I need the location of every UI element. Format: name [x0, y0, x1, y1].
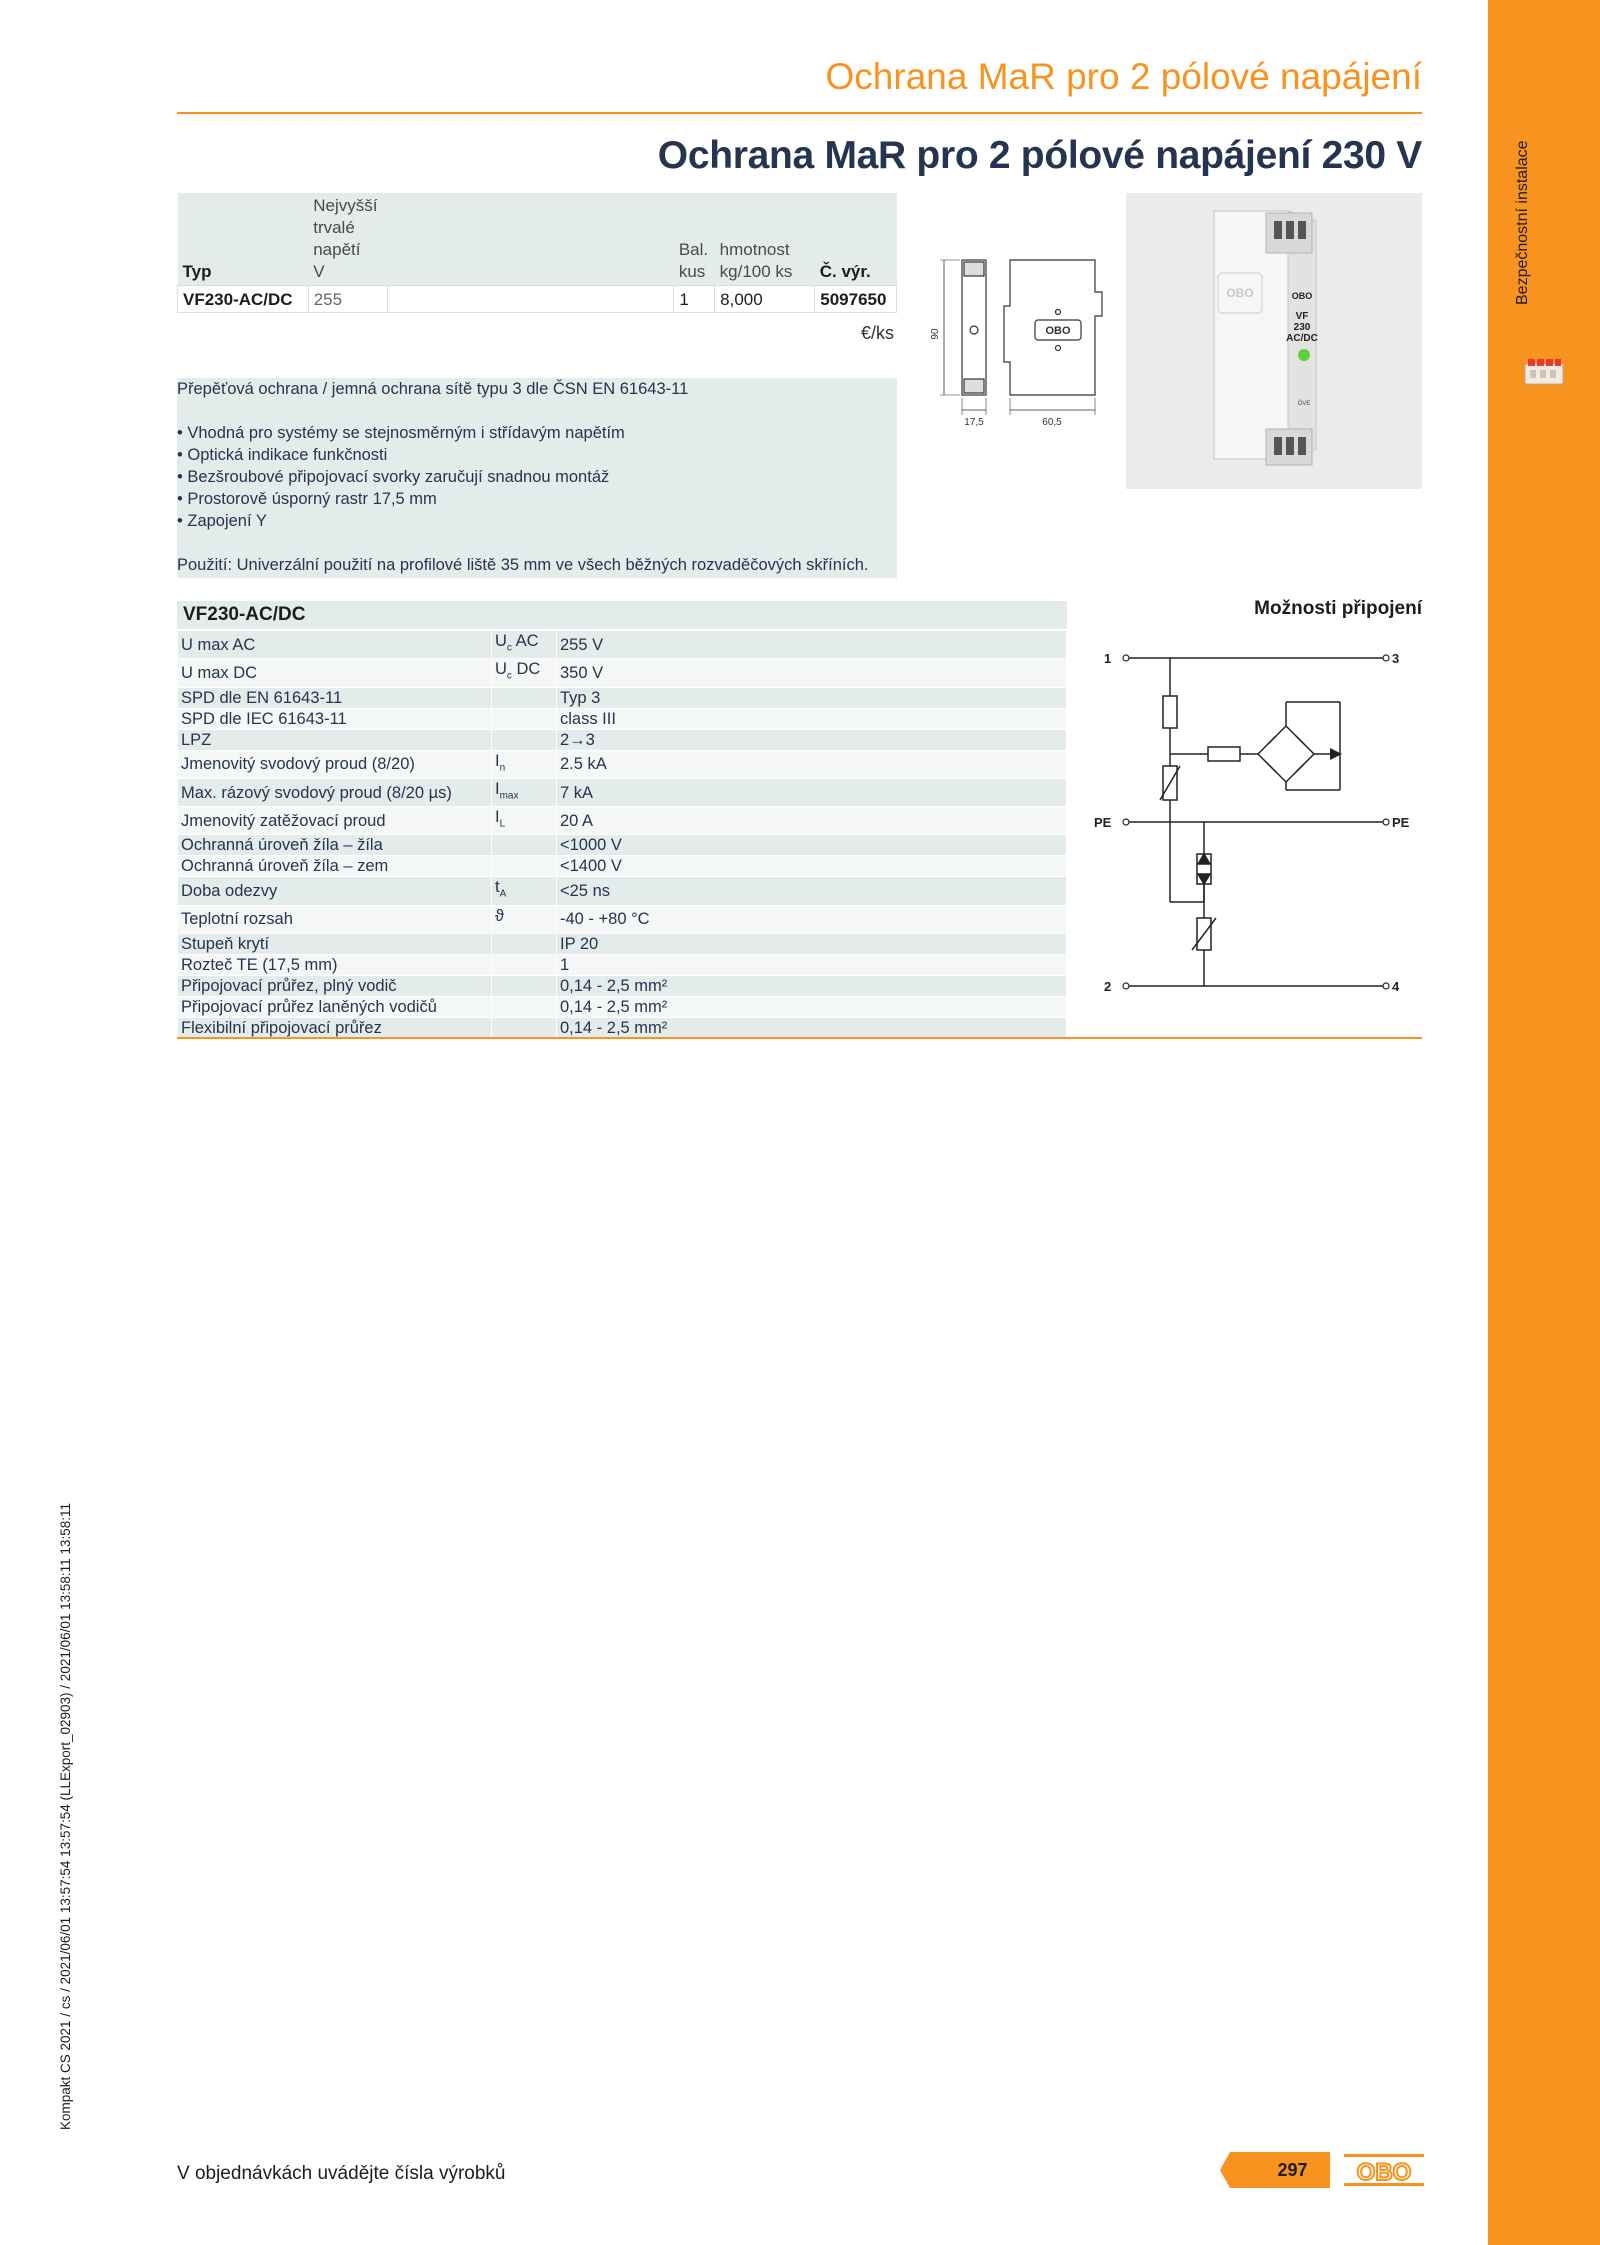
spec-symbol-main: t: [495, 878, 500, 897]
spec-symbol-suffix: AC: [511, 632, 539, 650]
spec-row: [178, 687, 1067, 708]
cell-bal: 1: [674, 286, 715, 313]
spec-name: Ochranná úroveň žíla – zem: [178, 856, 492, 877]
cell-voltage: 255: [308, 286, 388, 313]
col-mass: [715, 193, 815, 286]
spec-name: Flexibilní připojovací průřez: [178, 1018, 492, 1039]
spec-symbol: [492, 934, 557, 955]
surge-protector-icon: [1524, 356, 1564, 388]
spec-symbol-sub: n: [499, 761, 506, 773]
spec-row: [178, 835, 1067, 856]
dim-width-side: 60,5: [1042, 417, 1062, 428]
spec-row: [178, 778, 1067, 806]
spec-value: 350 V: [557, 659, 1067, 687]
spec-symbol: [492, 729, 557, 750]
spec-value: 20 A: [557, 807, 1067, 835]
col-typ: Typ: [182, 262, 212, 281]
spec-symbol: [492, 955, 557, 976]
col-bal-l2: kus: [678, 262, 706, 281]
spec-symbol-main: I: [495, 779, 500, 798]
product-table: [177, 193, 897, 313]
description-lead: Přepěťová ochrana / jemná ochrana sítě typu 3 dle ČSN EN 61643-11: [177, 380, 689, 398]
spec-symbol: [492, 835, 557, 856]
spec-symbol-main: ϑ: [495, 906, 505, 925]
spec-value: -40 - +80 °C: [557, 905, 1067, 933]
photo-label-l2: 230: [1293, 322, 1311, 333]
spec-row: [178, 708, 1067, 729]
spec-symbol-main: U: [495, 632, 507, 650]
spec-name: Rozteč TE (17,5 mm): [178, 955, 492, 976]
spec-name: SPD dle IEC 61643-11: [178, 708, 492, 729]
spec-symbol: [492, 708, 557, 729]
col-voltage-l3: napětí: [313, 240, 361, 259]
spec-symbol: [492, 807, 557, 835]
connection-diagram: [1090, 640, 1430, 1010]
bullet-item: • Bezšroubové připojovací svorky zaručují snadnou montáž: [177, 468, 610, 486]
spec-row: [178, 750, 1067, 778]
spec-name: Připojovací průřez laněných vodičů: [178, 997, 492, 1018]
bullet-item: • Vhodná pro systémy se stejnosměrným i střídavým napětím: [177, 424, 625, 442]
spec-symbol-sub: c: [506, 670, 512, 682]
spec-symbol: [492, 905, 557, 933]
spec-value: 255 V: [557, 631, 1067, 659]
spec-value: <1000 V: [557, 835, 1067, 856]
description-box: [177, 378, 897, 578]
col-voltage-l2: trvalé: [313, 218, 355, 237]
content-divider: [177, 1037, 1422, 1039]
spec-row: [178, 1018, 1067, 1039]
spec-value: 0,14 - 2,5 mm²: [557, 1018, 1067, 1039]
cell-mass: 8,000: [715, 286, 815, 313]
spec-symbol: [492, 997, 557, 1018]
cell-code: 5097650: [815, 286, 897, 313]
spec-name: Jmenovitý svodový proud (8/20): [178, 750, 492, 778]
print-meta: Kompakt CS 2021 / cs / 2021/06/01 13:57:54 13:57:54 (LLExport_02903) / 2021/06/01 13:58:11 13:58:11: [58, 1503, 73, 2130]
photo-badge: ÖVE: [1297, 401, 1311, 407]
col-voltage-unit: V: [313, 262, 325, 281]
spec-title-bar: [177, 601, 1067, 629]
terminal-pe-left: PE: [1094, 815, 1112, 830]
description-usage: Použití: Univerzální použití na profilové liště 35 mm ve všech běžných rozvaděčových skříních.: [177, 556, 869, 574]
col-voltage: [308, 193, 388, 286]
col-spacer: [388, 193, 674, 286]
cell-spacer: [388, 286, 674, 313]
dim-height: 90: [930, 328, 941, 340]
col-mass-l1: hmotnost: [719, 240, 790, 259]
page-number: 297: [1277, 2160, 1308, 2180]
terminal-3: 3: [1392, 651, 1400, 666]
spec-value: 0,14 - 2,5 mm²: [557, 997, 1067, 1018]
col-bal-l1: Bal.: [678, 240, 709, 259]
spec-value: 2→3: [557, 729, 1067, 750]
spec-value: 7 kA: [557, 778, 1067, 806]
terminal-4: 4: [1392, 979, 1400, 994]
spec-name: U max DC: [178, 659, 492, 687]
dim-width-front: 17,5: [964, 417, 984, 428]
spec-name: LPZ: [178, 729, 492, 750]
obo-logo: [1344, 2150, 1424, 2190]
spec-symbol-main: U: [495, 660, 507, 679]
col-voltage-l1: Nejvyšší: [313, 196, 378, 215]
spec-row: [178, 659, 1067, 687]
spec-name: Jmenovitý zatěžovací proud: [178, 807, 492, 835]
dimension-drawing: [930, 250, 1110, 430]
connection-title: Možnosti připojení: [1254, 598, 1422, 619]
header-divider: [177, 112, 1422, 114]
spec-value: 0,14 - 2,5 mm²: [557, 976, 1067, 997]
spec-symbol-sub: c: [506, 642, 512, 654]
col-code: Č. výr.: [819, 262, 871, 281]
col-mass-l2: kg/100 ks: [719, 262, 793, 281]
terminal-2: 2: [1104, 979, 1112, 994]
bullet-item: • Prostorově úsporný rastr 17,5 mm: [177, 490, 437, 508]
section-title: Ochrana MaR pro 2 pólové napájení: [825, 56, 1422, 97]
spec-name: Ochranná úroveň žíla – žíla: [178, 835, 492, 856]
spec-value: 2.5 kA: [557, 750, 1067, 778]
obo-logo-text: OBO: [1356, 2159, 1412, 2186]
spec-value: <25 ns: [557, 877, 1067, 905]
spec-name: Teplotní rozsah: [178, 905, 492, 933]
spec-row: [178, 905, 1067, 933]
spec-symbol-main: I: [495, 751, 500, 770]
spec-row: [178, 934, 1067, 955]
bullet-item: • Zapojení Y: [177, 512, 267, 530]
product-photo: [1126, 193, 1422, 489]
spec-name: Doba odezvy: [178, 877, 492, 905]
spec-row: [178, 976, 1067, 997]
photo-logo: OBO: [1291, 291, 1313, 301]
footer-note: V objednávkách uvádějte čísla výrobků: [177, 2163, 506, 2184]
spec-symbol-main: I: [495, 808, 500, 827]
price-unit: €/ks: [860, 323, 894, 343]
spec-value: IP 20: [557, 934, 1067, 955]
spec-table: [177, 630, 1067, 1039]
col-bal: [674, 193, 715, 286]
spec-name: U max AC: [178, 631, 492, 659]
spec-symbol-sub: max: [499, 790, 519, 802]
photo-side-logo: OBO: [1226, 286, 1254, 300]
drawing-logo-text: OBO: [1045, 325, 1071, 337]
spec-value: Typ 3: [557, 687, 1067, 708]
spec-symbol: [492, 659, 557, 687]
spec-symbol: [492, 687, 557, 708]
spec-row: [178, 997, 1067, 1018]
spec-name: Stupeň krytí: [178, 934, 492, 955]
spec-row: [178, 877, 1067, 905]
spec-title: VF230-AC/DC: [183, 604, 306, 625]
spec-symbol: [492, 631, 557, 659]
cell-typ: VF230-AC/DC: [178, 286, 309, 313]
photo-label-l1: VF: [1295, 311, 1309, 322]
spec-value: <1400 V: [557, 856, 1067, 877]
spec-name: SPD dle EN 61643-11: [178, 687, 492, 708]
spec-row: [178, 631, 1067, 659]
spec-symbol: [492, 778, 557, 806]
spec-symbol: [492, 976, 557, 997]
spec-symbol-sub: L: [499, 818, 506, 830]
spec-symbol: [492, 856, 557, 877]
table-row: [178, 286, 897, 313]
bullet-item: • Optická indikace funkčnosti: [177, 446, 388, 464]
spec-row: [178, 955, 1067, 976]
terminal-pe-right: PE: [1392, 815, 1410, 830]
section-tab-label: Bezpečnostní instalace: [1514, 140, 1531, 305]
spec-name: Připojovací průřez, plný vodič: [178, 976, 492, 997]
spec-symbol-suffix: DC: [511, 660, 541, 679]
spec-value: 1: [557, 955, 1067, 976]
sidebar-band: [1488, 0, 1600, 2245]
spec-symbol: [492, 877, 557, 905]
page-heading: Ochrana MaR pro 2 pólové napájení 230 V: [657, 134, 1422, 177]
spec-symbol: [492, 1018, 557, 1039]
spec-symbol-sub: A: [499, 888, 507, 900]
spec-row: [178, 856, 1067, 877]
photo-label-l3: AC/DC: [1286, 333, 1318, 344]
spec-symbol: [492, 750, 557, 778]
spec-row: [178, 807, 1067, 835]
terminal-1: 1: [1104, 651, 1112, 666]
spec-value: class III: [557, 708, 1067, 729]
spec-row: [178, 729, 1067, 750]
spec-name: Max. rázový svodový proud (8/20 µs): [178, 778, 492, 806]
